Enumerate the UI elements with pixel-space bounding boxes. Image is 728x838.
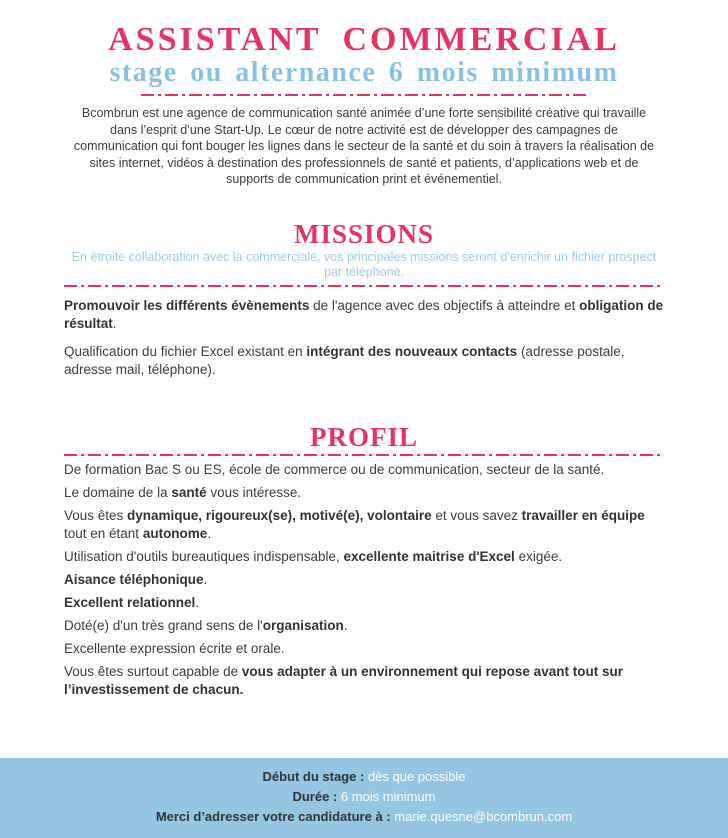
profil-paragraph [64,594,664,612]
mission-paragraph [64,343,664,379]
text-segment: . [112,315,117,331]
profil-paragraph [64,663,664,699]
text-segment: . [343,617,348,633]
profil-paragraph [64,507,664,543]
dashed-divider [64,285,664,287]
text-segment: vous adapter à un environnement qui repose avant tout sur l’investissement de chacun. [64,663,623,697]
page-subtitle: stage ou alternance 6 mois minimum [109,57,619,88]
intro-paragraph: Bcombrun est une agence de communication santé animée d’une forte sensibilité créative qui travaille dans l’esprit d’une Start-Up. Le cœur de notre activité est de développer des campagnes de communication qui font bouger les lignes dans le secteur de la santé et du soin à travers la réalisation de sites internet, vidéos à destination des professionnels de santé et patients, d’applications web et de supports de communication print et événementiel. [73,106,655,186]
text-segment: organisation [262,617,344,633]
footer-line [0,767,728,787]
footer-line [0,787,728,807]
text-segment: (adresse postale, adresse mail, téléphone). [64,343,625,377]
page-title: ASSISTANT COMMERCIAL [108,21,620,58]
text-segment: Vous êtes [64,507,128,523]
footer-value-duration: 6 mois minimum [337,789,436,804]
footer-label-apply: Merci d’adresser votre candidature à : [155,809,391,824]
footer-label-duration: Durée : [292,789,338,804]
footer-label-start: Début du stage : [262,769,365,784]
profil-paragraph [64,548,664,566]
missions-heading: MISSIONS [293,218,435,249]
text-segment: . [203,571,208,587]
text-segment: Qualification du fichier Excel existant en [64,343,307,359]
text-segment: tout en étant [64,525,143,541]
footer-value-start: dès que possible [364,769,466,784]
mission-paragraph [64,297,664,333]
text-segment: Utilisation d'outils bureautiques indispensable, [64,548,344,564]
text-segment: de l'agence avec des objectifs à atteindre et [309,297,580,313]
footer-line [0,807,728,827]
text-segment: Doté(e) d'un très grand sens de l' [64,617,263,633]
profil-section [0,421,728,699]
text-segment: exigée. [514,548,563,564]
text-segment: De formation Bac S ou ES, école de commerce ou de communication, secteur de la santé. [64,461,605,477]
text-segment: excellente maitrise d'Excel [343,548,515,564]
header [0,0,728,188]
profil-paragraph [64,617,664,635]
profil-paragraph [64,484,664,502]
missions-content [64,297,664,379]
dashed-divider [141,94,587,96]
email-address: marie.quesne@bcombrun.com [390,809,573,824]
text-segment: Aisance téléphonique [64,571,204,587]
text-segment: travailler en équipe [521,507,645,523]
profil-paragraph [64,571,664,589]
text-segment: vous intéresse. [206,484,302,500]
profil-content [64,461,664,699]
text-segment: Excellent relationnel [64,594,196,610]
dashed-divider [64,454,664,456]
missions-section [0,218,728,379]
text-segment: et vous savez [431,507,522,523]
profil-paragraph [64,461,664,479]
text-segment: dynamique, rigoureux(se), motivé(e), volontaire [127,507,432,523]
footer-banner [0,758,728,838]
text-segment: Vous êtes surtout capable de [64,663,242,679]
profil-heading: PROFIL [309,421,418,452]
text-segment: santé [171,484,207,500]
text-segment: intégrant des nouveaux contacts [306,343,518,359]
profil-paragraph [64,640,664,658]
text-segment: Excellente expression écrite et orale. [64,640,285,656]
text-segment: . [195,594,200,610]
text-segment: autonome [142,525,208,541]
text-segment: . [207,525,212,541]
text-segment: Le domaine de la [64,484,172,500]
text-segment: Promouvoir les différents évènements [64,297,310,313]
text-segment: obligation de résultat [64,297,664,331]
missions-subtitle: En étroite collaboration avec la commerciale, vos principales missions seront d'enrichir un fichier prospect par téléphone. [71,249,657,279]
